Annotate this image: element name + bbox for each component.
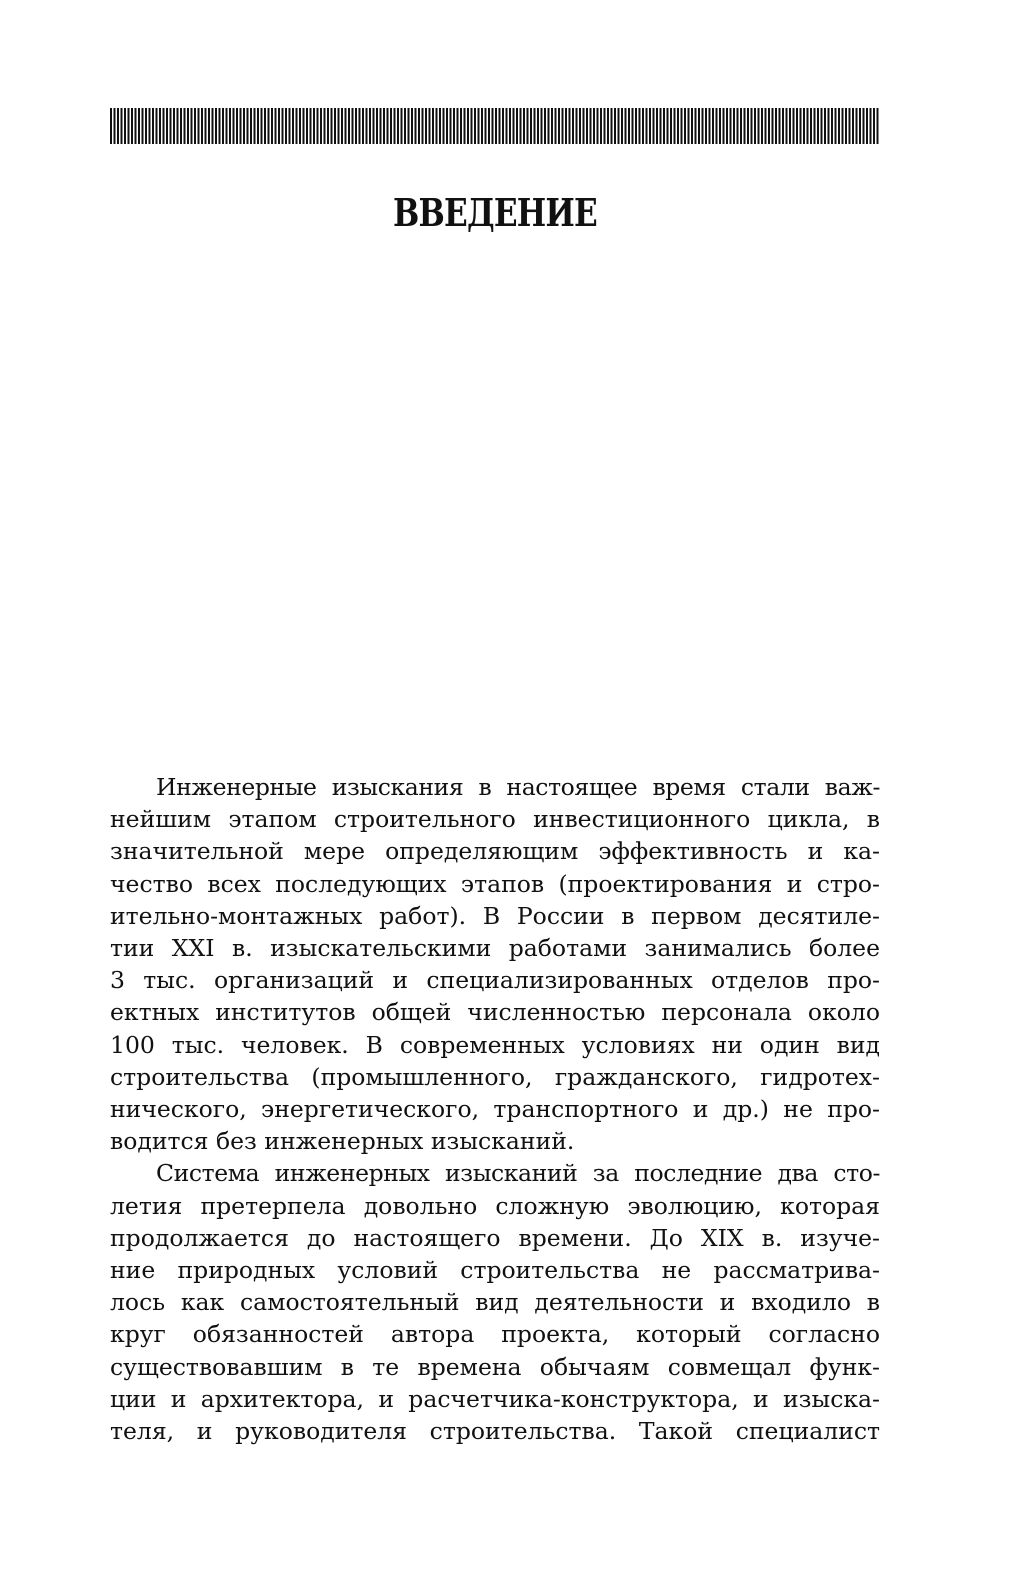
chapter-header-rule (110, 108, 880, 144)
text-line: летия претерпела довольно сложную эволюцию, которая (110, 1191, 880, 1220)
text-line: продолжается до настоящего времени. До XIX в. изуче- (110, 1223, 880, 1252)
text-line: ние природных условий строительства не рассматрива- (110, 1256, 880, 1285)
text-line: существовавшим в те времена обычаям совмещал функ- (110, 1352, 880, 1381)
text-line: 100 тыс. человек. В современных условиях ни один вид (110, 1030, 880, 1059)
text-line: Система инженерных изысканий за последние два сто- (156, 1159, 880, 1188)
text-line: водится без инженерных изысканий. (110, 1127, 575, 1156)
text-line: теля, и руководителя строительства. Такой специалист (110, 1417, 880, 1446)
text-line: 3 тыс. организаций и специализированных отделов про- (110, 966, 880, 995)
paragraph-2 (110, 1157, 880, 1447)
text-line: круг обязанностей автора проекта, который согласно (110, 1320, 880, 1349)
text-line: нического, энергетического, транспортного и др.) не про- (110, 1095, 880, 1124)
text-line: Инженерные изыскания в настоящее время стали важ- (156, 773, 880, 801)
paragraph-1 (110, 771, 880, 1157)
body-text (110, 771, 880, 1447)
text-line: нейшим этапом строительного инвестиционного цикла, в (110, 805, 880, 834)
text-line: лось как самостоятельный вид деятельности и входило в (110, 1288, 880, 1317)
text-line: ции и архитектора, и расчетчика-конструктора, и изыска- (110, 1384, 880, 1413)
text-line: ектных институтов общей численностью персонала около (110, 998, 880, 1027)
text-line: строительства (промышленного, гражданского, гидротех- (110, 1062, 880, 1091)
chapter-title: ВВЕДЕНИЕ (393, 190, 597, 235)
text-line: ительно-монтажных работ). В России в первом десятиле- (110, 901, 880, 930)
text-line: тии XXI в. изыскательскими работами занимались более (110, 934, 880, 963)
text-line: чество всех последующих этапов (проектирования и стро- (110, 869, 880, 898)
text-line: значительной мере определяющим эффективность и ка- (110, 837, 880, 866)
